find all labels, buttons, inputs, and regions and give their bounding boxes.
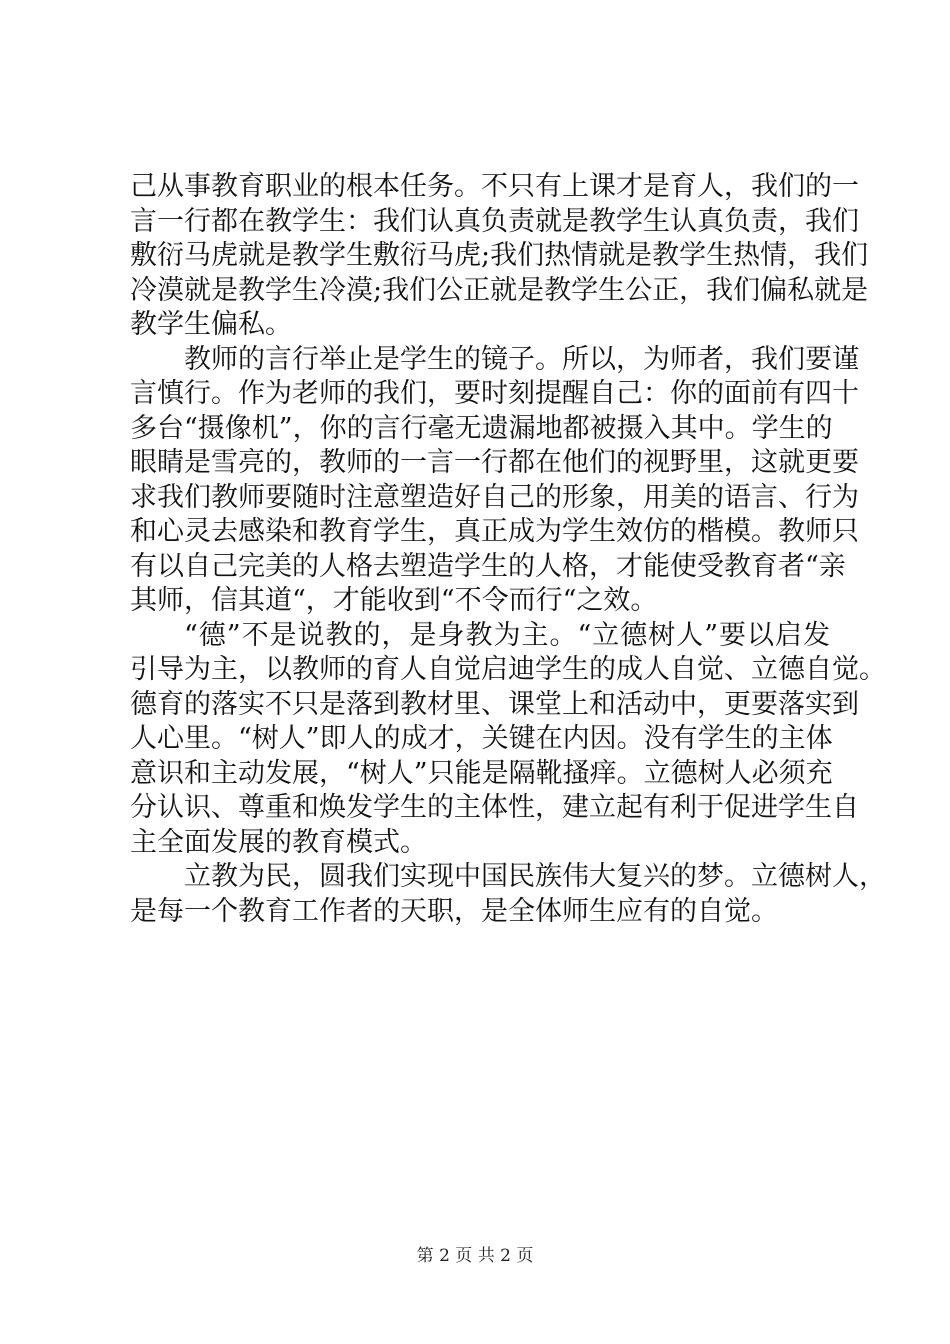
text-line: 教学生偏私。 [130, 309, 292, 340]
paragraph-4 [130, 860, 886, 929]
text-line: 立教为民，圆我们实现中国民族伟大复兴的梦。立德树人， [184, 861, 886, 892]
text-line: 多台“摄像机”，你的言行毫无遗漏地都被摄入其中。学生的 [130, 412, 833, 444]
text-line: 是每一个教育工作者的天职，是全体师生应有的自觉。 [130, 895, 778, 927]
text-line: 和心灵去感染和教育学生，真正成为学生效仿的楷模。教师只 [130, 516, 859, 547]
text-line: 其师，信其道“，才能收到“不令而行“之效。 [130, 585, 658, 616]
text-line: 冷漠就是教学生冷漠;我们公正就是教学生公正，我们偏私就是 [130, 274, 869, 306]
paragraph-1 [130, 170, 869, 343]
text-line: 有以自己完美的人格去塑造学生的人格，才能使受教育者“亲 [130, 550, 846, 582]
text-line: 言慎行。作为老师的我们，要时刻提醒自己：你的面前有四十 [130, 378, 859, 409]
text-line: 眼睛是雪亮的，教师的一言一行都在他们的视野里，这就更要 [130, 447, 859, 478]
text-line: 人心里。“树人”即人的成才，关键在内因。没有学生的主体 [130, 723, 833, 754]
text-line: 教师的言行举止是学生的镜子。所以，为师者，我们要谨 [184, 343, 859, 375]
text-line: 意识和主动发展，“树人”只能是隔靴搔痒。立德树人必须充 [130, 757, 833, 789]
text-line: 分认识、尊重和焕发学生的主体性，建立起有利于促进学生自 [130, 792, 859, 823]
document-body [130, 170, 886, 929]
text-line: 德育的落实不只是落到教材里、课堂上和活动中，更要落实到 [130, 688, 859, 720]
text-line: 己从事教育职业的根本任务。不只有上课才是育人，我们的一 [130, 171, 859, 202]
text-line: “德”不是说教的，是身教为主。“立德树人”要以启发 [184, 619, 830, 651]
paragraph-3 [130, 619, 886, 861]
text-line: 求我们教师要随时注意塑造好自己的形象，用美的语言、行为 [130, 481, 859, 513]
page-number-footer: 第 2 页 共 2 页 [416, 1246, 534, 1266]
paragraph-2 [130, 343, 859, 619]
text-line: 敷衍马虎就是教学生敷衍马虎;我们热情就是教学生热情，我们 [130, 240, 869, 271]
text-line: 引导为主，以教师的育人自觉启迪学生的成人自觉、立德自觉。 [130, 654, 886, 685]
text-line: 言一行都在教学生：我们认真负责就是教学生认真负责，我们 [130, 205, 859, 237]
text-line: 主全面发展的教育模式。 [130, 826, 427, 858]
